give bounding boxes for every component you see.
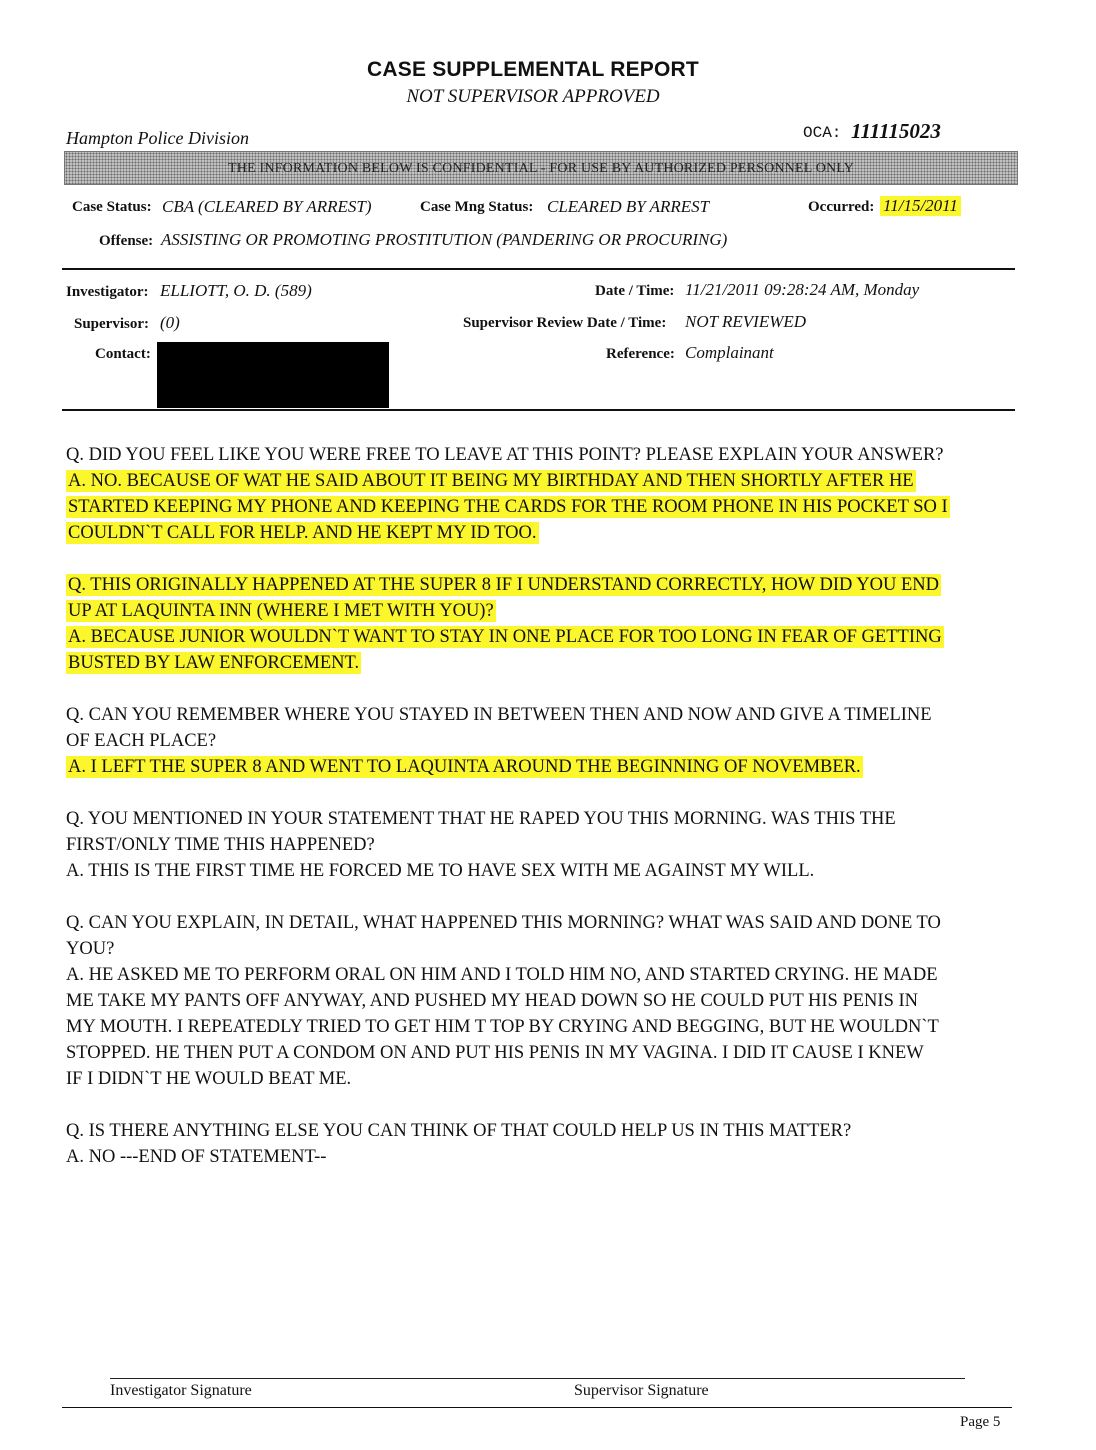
supervisor-label: Supervisor: [74, 316, 149, 332]
reference-value: Complainant [685, 343, 774, 362]
statement-body [66, 442, 1026, 1196]
highlighted-text: A. BECAUSE JUNIOR WOULDN`T WANT TO STAY IN ONE PLACE FOR TOO LONG IN FEAR OF GETTING [68, 627, 942, 647]
oca-label: OCA: [803, 124, 842, 142]
statement-text: A. THIS IS THE FIRST TIME HE FORCED ME TO HAVE SEX WITH ME AGAINST MY WILL. [66, 861, 815, 881]
statement-line [66, 1066, 1026, 1092]
statement-text: ME TAKE MY PANTS OFF ANYWAY, AND PUSHED MY HEAD DOWN SO HE COULD PUT HIS PENIS IN [66, 991, 919, 1011]
statement-text: Q. CAN YOU EXPLAIN, IN DETAIL, WHAT HAPPENED THIS MORNING? WHAT WAS SAID AND DONE TO [66, 913, 941, 933]
review-value: NOT REVIEWED [685, 312, 807, 331]
statement-line [66, 754, 1026, 780]
divider-top [62, 268, 1015, 270]
page-number: Page 5 [960, 1414, 1001, 1430]
statement-text: Q. CAN YOU REMEMBER WHERE YOU STAYED IN BETWEEN THEN AND NOW AND GIVE A TIMELINE [66, 705, 932, 725]
statement-text: Q. IS THERE ANYTHING ELSE YOU CAN THINK OF THAT COULD HELP US IN THIS MATTER? [66, 1121, 852, 1141]
statement-paragraph [66, 702, 1026, 780]
case-status-value: CBA (CLEARED BY ARREST) [162, 197, 372, 216]
statement-line [66, 910, 1026, 936]
statement-line [66, 806, 1026, 832]
report-subtitle: NOT SUPERVISOR APPROVED [406, 86, 660, 107]
statement-text: MY MOUTH. I REPEATEDLY TRIED TO GET HIM T TOP BY CRYING AND BEGGING, BUT HE WOULDN`T [66, 1017, 939, 1037]
highlighted-text: Q. THIS ORIGINALLY HAPPENED AT THE SUPER 8 IF I UNDERSTAND CORRECTLY, HOW DID YOU END [68, 575, 940, 595]
signature-line [110, 1378, 965, 1379]
offense-value: ASSISTING OR PROMOTING PROSTITUTION (PANDERING OR PROCURING) [161, 230, 728, 249]
statement-line [66, 1014, 1026, 1040]
statement-text: Q. YOU MENTIONED IN YOUR STATEMENT THAT HE RAPED YOU THIS MORNING. WAS THIS THE [66, 809, 896, 829]
statement-line [66, 1040, 1026, 1066]
confidential-banner [64, 151, 1018, 185]
reference-label: Reference: [606, 346, 675, 362]
contact-label: Contact: [95, 346, 151, 362]
case-mng-status-label: Case Mng Status: [420, 199, 534, 215]
statement-text: A. NO ---END OF STATEMENT-- [66, 1147, 327, 1167]
statement-paragraph [66, 572, 1026, 676]
highlighted-text: STARTED KEEPING MY PHONE AND KEEPING THE CARDS FOR THE ROOM PHONE IN HIS POCKET SO I [68, 497, 948, 517]
case-mng-status-value: CLEARED BY ARREST [547, 197, 710, 216]
offense-label: Offense: [99, 233, 154, 249]
highlighted-text: A. NO. BECAUSE OF WAT HE SAID ABOUT IT BEING MY BIRTHDAY AND THEN SHORTLY AFTER HE [68, 471, 914, 491]
investigator-signature-label: Investigator Signature [110, 1382, 252, 1399]
statement-line [66, 468, 1026, 494]
statement-text: YOU? [66, 939, 115, 959]
statement-text: FIRST/ONLY TIME THIS HAPPENED? [66, 835, 375, 855]
occurred-label: Occurred: [808, 199, 875, 215]
statement-line [66, 520, 1026, 546]
investigator-label: Investigator: [66, 284, 149, 300]
contact-redaction [157, 342, 389, 408]
statement-line [66, 650, 1026, 676]
datetime-value: 11/21/2011 09:28:24 AM, Monday [685, 280, 920, 299]
statement-paragraph [66, 910, 1026, 1092]
statement-line [66, 442, 1026, 468]
investigator-value: ELLIOTT, O. D. (589) [160, 281, 312, 300]
statement-text: IF I DIDN`T HE WOULD BEAT ME. [66, 1069, 352, 1089]
statement-line [66, 858, 1026, 884]
highlighted-text: A. I LEFT THE SUPER 8 AND WENT TO LAQUINTA AROUND THE BEGINNING OF NOVEMBER. [68, 757, 861, 777]
statement-text: A. HE ASKED ME TO PERFORM ORAL ON HIM AND I TOLD HIM NO, AND STARTED CRYING. HE MADE [66, 965, 938, 985]
statement-paragraph [66, 442, 1026, 546]
supervisor-value: (0) [160, 313, 180, 332]
footer-rule [62, 1407, 1012, 1408]
divider-bottom [62, 409, 1015, 411]
statement-text: OF EACH PLACE? [66, 731, 217, 751]
statement-line [66, 988, 1026, 1014]
statement-line [66, 1144, 1026, 1170]
confidential-text: THE INFORMATION BELOW IS CONFIDENTIAL - FOR USE BY AUTHORIZED PERSONNEL ONLY [227, 161, 855, 176]
statement-line [66, 572, 1026, 598]
statement-line [66, 936, 1026, 962]
statement-line [66, 494, 1026, 520]
statement-line [66, 1118, 1026, 1144]
statement-line [66, 832, 1026, 858]
statement-line [66, 962, 1026, 988]
statement-text: Q. DID YOU FEEL LIKE YOU WERE FREE TO LEAVE AT THIS POINT? PLEASE EXPLAIN YOUR ANSWER? [66, 445, 944, 465]
case-status-label: Case Status: [72, 199, 152, 215]
statement-line [66, 728, 1026, 754]
agency-name: Hampton Police Division [66, 128, 249, 148]
supervisor-signature-label: Supervisor Signature [574, 1382, 709, 1399]
statement-line [66, 624, 1026, 650]
statement-text: STOPPED. HE THEN PUT A CONDOM ON AND PUT HIS PENIS IN MY VAGINA. I DID IT CAUSE I KNEW [66, 1043, 924, 1063]
occurred-value: 11/15/2011 [880, 196, 961, 216]
highlighted-text: UP AT LAQUINTA INN (WHERE I MET WITH YOU)? [68, 601, 494, 621]
statement-line [66, 598, 1026, 624]
review-label: Supervisor Review Date / Time: [463, 315, 667, 331]
highlighted-text: BUSTED BY LAW ENFORCEMENT. [68, 653, 360, 673]
statement-paragraph [66, 806, 1026, 884]
datetime-label: Date / Time: [595, 283, 675, 299]
highlighted-text: COULDN`T CALL FOR HELP. AND HE KEPT MY ID TOO. [68, 523, 537, 543]
oca-number: 111115023 [851, 119, 941, 143]
statement-line [66, 702, 1026, 728]
statement-paragraph [66, 1118, 1026, 1170]
report-title: CASE SUPPLEMENTAL REPORT [367, 58, 699, 81]
